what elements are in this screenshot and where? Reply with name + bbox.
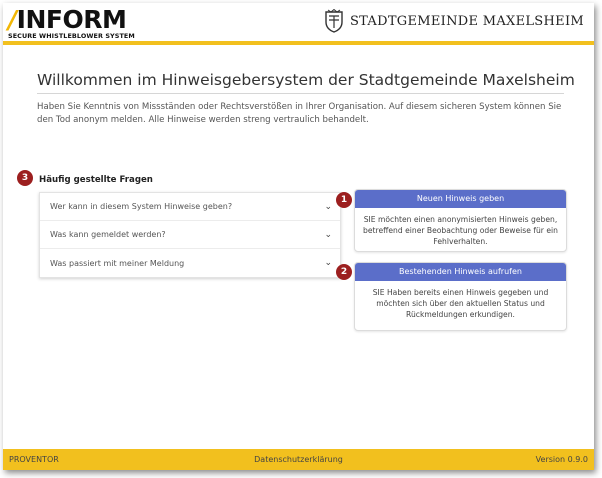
footer bbox=[3, 449, 594, 470]
intro-text: Haben Sie Kenntnis von Missständen oder Rechtsverstößen in Ihrer Organisation. Auf diesem sicheren System können Sie den Tod anonym melden. Alle Hinweise werden streng vertraulich behandelt. bbox=[37, 102, 562, 125]
new-report-description: SIE möchten einen anonymisierten Hinweis geben, betreffend einer Beobachtung oder Beweise für ein Fehlverhalten. bbox=[363, 215, 558, 246]
app-window bbox=[3, 3, 594, 470]
faq-question: Was passiert mit meiner Meldung bbox=[50, 258, 185, 268]
coat-of-arms-icon bbox=[324, 9, 344, 33]
step-badge-faq: 3 bbox=[17, 170, 33, 186]
faq-item[interactable] bbox=[40, 221, 340, 249]
chevron-down-icon[interactable]: ⌄ bbox=[324, 229, 332, 240]
new-report-button[interactable]: Neuen Hinweis geben bbox=[355, 190, 566, 208]
faq-question: Was kann gemeldet werden? bbox=[50, 230, 166, 239]
privacy-link[interactable]: Datenschutzerklärung bbox=[254, 455, 343, 464]
version-label: Version 0.9.0 bbox=[535, 455, 588, 464]
city-branding bbox=[324, 9, 584, 33]
faq-item[interactable] bbox=[40, 249, 340, 277]
inform-logo[interactable] bbox=[8, 7, 135, 40]
existing-report-card bbox=[354, 262, 567, 331]
logo-subtitle: SECURE WHISTLEBLOWER SYSTEM bbox=[8, 32, 135, 40]
city-name: STADTGEMEINDE MAXELSHEIM bbox=[349, 13, 584, 29]
new-report-card bbox=[354, 189, 567, 252]
chevron-down-icon[interactable]: ⌄ bbox=[324, 201, 332, 212]
step-badge-existing: 2 bbox=[336, 264, 352, 280]
chevron-down-icon[interactable]: ⌄ bbox=[324, 258, 332, 268]
logo-wordmark: /INFORM bbox=[8, 5, 127, 34]
existing-report-description: SIE Haben bereits einen Hinweis gegeben und möchten sich über den aktuellen Status und Rückmeldungen erkundigen. bbox=[372, 288, 549, 319]
title-divider bbox=[37, 93, 564, 94]
faq-question: Wer kann in diesem System Hinweise geben? bbox=[50, 202, 233, 211]
header bbox=[3, 3, 594, 45]
faq-heading: Häufig gestellte Fragen bbox=[39, 175, 153, 185]
footer-company: PROVENTOR bbox=[9, 455, 59, 464]
faq-item[interactable] bbox=[40, 193, 340, 221]
page-title: Willkommen im Hinweisgebersystem der Stadtgemeinde Maxelsheim bbox=[37, 71, 575, 89]
step-badge-new: 1 bbox=[336, 192, 352, 208]
faq-accordion bbox=[39, 192, 341, 278]
existing-report-button[interactable]: Bestehenden Hinweis aufrufen bbox=[355, 263, 566, 281]
